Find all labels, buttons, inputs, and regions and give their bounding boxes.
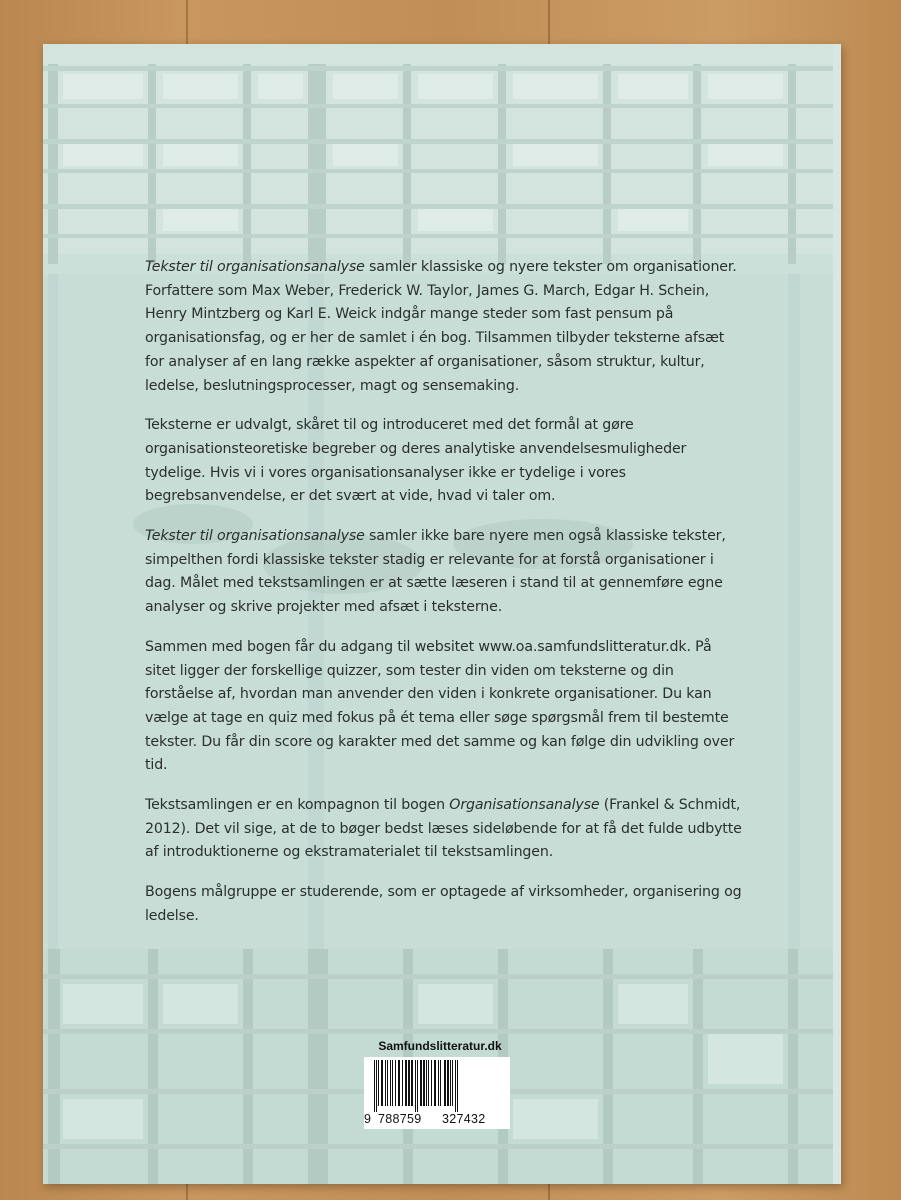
barcode-bar: [408, 1060, 410, 1106]
isbn-number: [364, 1112, 510, 1126]
barcode-bar: [398, 1060, 400, 1106]
barcode-bar: [447, 1060, 449, 1106]
barcode-bar: [402, 1060, 403, 1106]
isbn-last-digits: 327432: [442, 1112, 486, 1126]
barcode-bar: [440, 1060, 441, 1106]
book-back-cover: [43, 44, 841, 1184]
paragraph-text: Tekstsamlingen er en kompagnon til bogen: [145, 797, 450, 814]
barcode-bar: [438, 1060, 439, 1106]
paragraph-6: Bogens målgruppe er studerende, som er optagede af virksomheder, organisering og ledelse.: [145, 884, 742, 924]
paragraph-4: Sammen med bogen får du adgang til websitet www.oa.samfundslitteratur.dk. På sitet ligger der forskellige quizzer, som tester din viden om teksterne og din forståelse af, hvordan man anvender den viden i konkrete organisationer. Du kan vælge at tage en quiz med fokus på ét tema eller søge spørgsmål frem til bestemte tekster. Du får din score og karakter med det samme og kan følge din udvikling over tid.: [145, 638, 735, 774]
isbn-middle-digits: 788759: [378, 1112, 422, 1126]
barcode-bar: [385, 1060, 386, 1106]
paragraph-text: (Frankel & Schmidt, 2012). Det vil sige, at de to bøger bedst læses sideløbende for at få det fulde udbytte af introduktionerne og ekstramaterialet til tekstsamlingen.: [145, 797, 742, 861]
barcode-bar: [455, 1060, 456, 1112]
paragraph-text: samler klassiske og nyere tekster om organisationer. Forfattere som Max Weber, Frederick W. Taylor, James G. March, Edgar H. Schein, Henry Mintzberg og Karl E. Weick indgår mange steder som fast pensum på organisationsfag, og er her de samlet i én bog. Tilsammen tilbyder teksterne afsæt for analyser af en lang række aspekter af organisationer, såsom struktur, kultur, ledelse, beslutningsprocesser, magt og sensemaking.: [145, 259, 737, 394]
barcode-bar: [434, 1060, 436, 1106]
barcode-bar: [426, 1060, 427, 1106]
barcode-bar: [457, 1060, 458, 1112]
paragraph-text: samler ikke bare nyere men også klassiske tekster, simpelthen fordi klassiske tekster stadig er relevante for at forstå organisationer i dag. Målet med tekstsamlingen er at sætte læseren i stand til at gennemføre egne analyser og skrive projekter med afsæt i teksterne.: [145, 528, 726, 616]
barcode-bar: [452, 1060, 453, 1106]
back-cover-description: [145, 256, 745, 945]
isbn-first-digit: 9: [364, 1112, 372, 1126]
barcode-bar: [444, 1060, 446, 1106]
barcode-bar: [417, 1060, 418, 1112]
barcode-bar: [376, 1060, 377, 1112]
barcode-bar: [387, 1060, 388, 1106]
barcode-bar: [423, 1060, 425, 1106]
barcode-bar: [392, 1060, 393, 1106]
barcode-bar: [415, 1060, 416, 1112]
book-title-italic: Tekster til organisationsanalyse: [145, 528, 365, 545]
barcode-bar: [395, 1060, 396, 1106]
barcode-bar: [381, 1060, 383, 1106]
paragraph-3: [145, 525, 745, 620]
book-title-italic: Organisationsanalyse: [449, 797, 600, 814]
barcode-bars: [364, 1057, 510, 1113]
barcode-bar: [411, 1060, 413, 1106]
barcode-bar: [374, 1060, 375, 1112]
barcode-bar: [420, 1060, 422, 1106]
barcode-bar: [390, 1060, 391, 1106]
barcode-bar: [450, 1060, 451, 1106]
publisher-name: Samfundslitteratur.dk: [378, 1039, 502, 1053]
isbn-barcode: [364, 1057, 510, 1129]
barcode-bar: [428, 1060, 429, 1106]
book-title-italic: Tekster til organisationsanalyse: [145, 259, 365, 275]
paragraph-5: [145, 794, 745, 865]
paragraph-2: Teksterne er udvalgt, skåret til og introduceret med det formål at gøre organisationsteoretiske begreber og deres analytiske anvendelsesmuligheder tydelige. Hvis vi i vores organisationsanalyser ikke er tydelige i vores begrebsanvendelse, er det svært at vide, hvad vi taler om.: [145, 417, 687, 505]
barcode-bar: [405, 1060, 407, 1106]
barcode-bar: [431, 1060, 432, 1106]
paragraph-1: [145, 256, 745, 398]
barcode-bar: [378, 1060, 379, 1106]
